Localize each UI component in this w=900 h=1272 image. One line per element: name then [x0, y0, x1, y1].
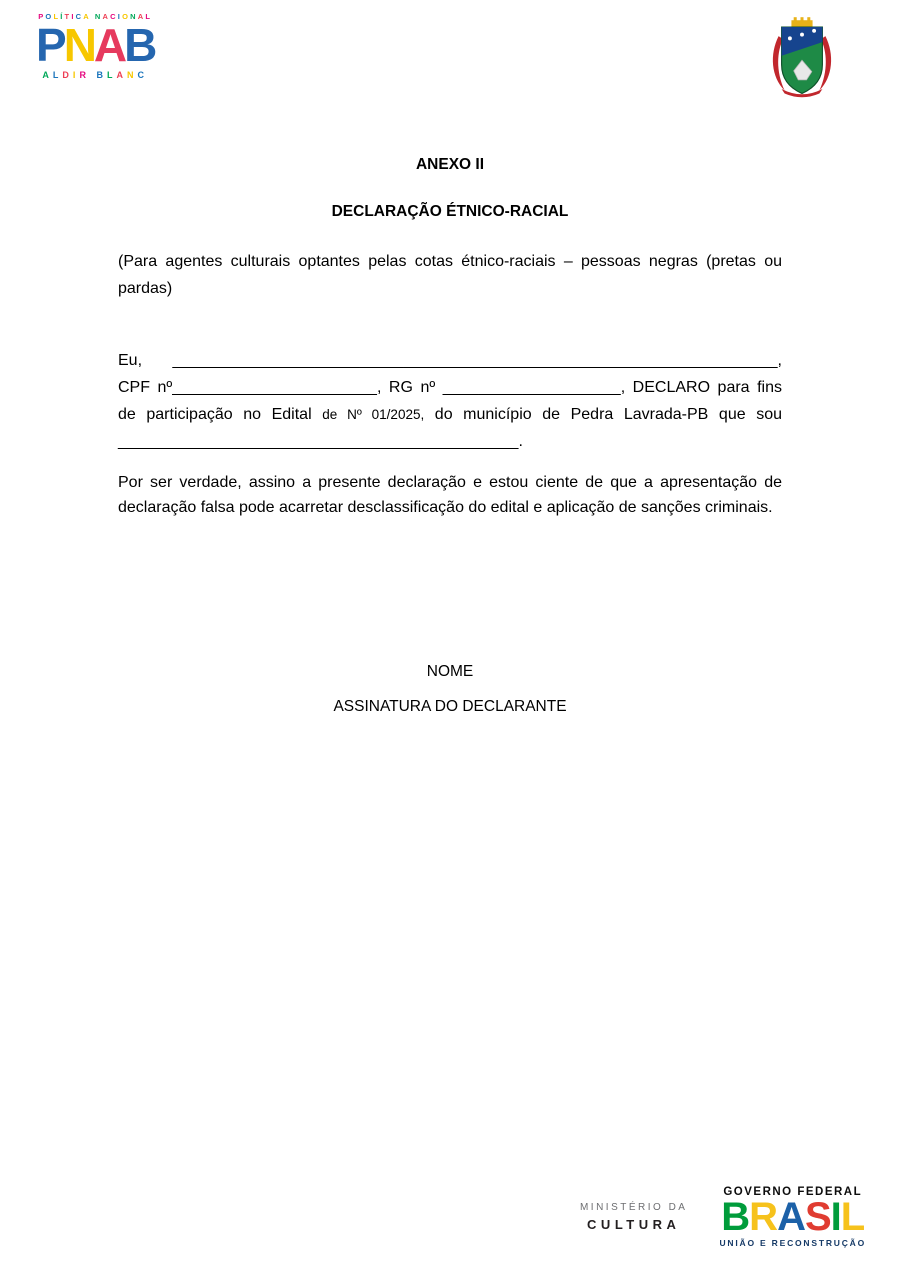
- name-blank-line: ____________________________________________________________________: [172, 351, 778, 369]
- pnab-aldir-blanc-logo: [36, 12, 154, 80]
- pnab-politica-nacional-text: POLÍTICA NACIONAL: [38, 12, 153, 21]
- decl-text-eu: Eu,: [118, 351, 173, 369]
- pnab-wordmark: PNAB: [36, 19, 155, 71]
- statement-paragraph: Por ser verdade, assino a presente declaração e estou ciente de que a apresentação de declaração falsa pode acarretar desclassificação do edital e aplicação de sanções criminais.: [118, 473, 782, 517]
- governo-federal-text: GOVERNO FEDERAL: [723, 1186, 863, 1198]
- decl-text-period: .: [518, 433, 523, 451]
- document-subtitle: DECLARAÇÃO ÉTNICO-RACIAL: [331, 203, 569, 220]
- uniao-e-reconstrucao-text: UNIÃO E RECONSTRUÇÃO: [719, 1238, 866, 1248]
- intro-paragraph: (Para agentes culturais optantes pelas cotas étnico-raciais – pessoas negras (pretas ou pardas): [118, 253, 782, 297]
- signature-role-label: ASSINATURA DO DECLARANTE: [333, 698, 567, 716]
- governo-federal-logo: [719, 1186, 866, 1248]
- page-footer: [0, 1186, 900, 1272]
- municipal-coat-of-arms-icon: [768, 12, 836, 104]
- signature-block: [118, 663, 782, 716]
- signature-name-label: NOME: [426, 663, 474, 681]
- decl-text-rg: , RG nº: [376, 378, 443, 396]
- ministerio-da-cultura-logo: [580, 1202, 688, 1232]
- self-declaration-blank-line: _____________________________________________: [118, 433, 519, 451]
- ministerio-da-text: MINISTÉRIO DA: [579, 1202, 688, 1213]
- cultura-text: CULTURA: [587, 1217, 681, 1232]
- page-header: [0, 0, 900, 104]
- rg-blank-line: ____________________: [442, 378, 621, 396]
- brasil-wordmark: BRASIL: [721, 1195, 865, 1239]
- pnab-aldir-blanc-text: ALDIR BLANC: [42, 70, 148, 80]
- cpf-blank-line: _______________________: [172, 378, 377, 396]
- declaration-paragraph: [118, 347, 782, 456]
- document-content: [0, 104, 900, 716]
- edital-number-text: de Nº 01/2025,: [322, 407, 425, 423]
- decl-text-declaro: , DECLARO para fins de participação no Edital: [118, 378, 783, 424]
- document-title: ANEXO II: [415, 156, 485, 173]
- decl-text-cpf: , CPF nº: [118, 351, 782, 396]
- decl-text-municipio: do município de Pedra Lavrada-PB que sou: [424, 406, 783, 424]
